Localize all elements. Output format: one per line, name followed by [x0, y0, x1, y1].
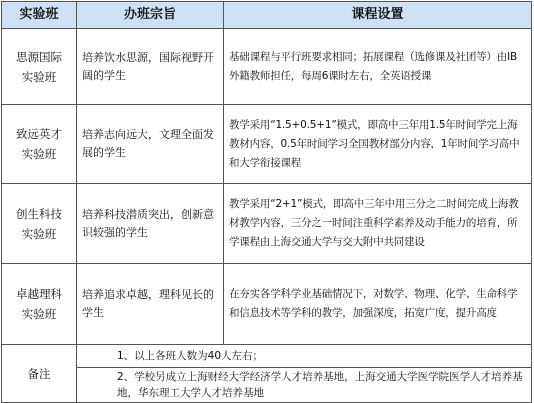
class-name-cell: [2, 264, 77, 345]
note-text: 2、学校另成立上海财经大学经济学人才培养基地，上海交通大学医学院医学人才培养基地，华东理工大学人才培养基地: [117, 371, 523, 399]
table-row: [2, 184, 532, 264]
purpose-cell: [77, 105, 224, 184]
purpose-text: 培养饮水思源，国际视野开阔的学生: [82, 50, 214, 82]
notes-label: 备注: [27, 366, 51, 381]
course-text: 基础课程与平行班要求相同；拓展课程（选修课及社团等）由IB外籍教师担任，每周6课时左右，全英语授课: [229, 50, 517, 82]
notes-row: [2, 368, 532, 403]
table-row: [2, 264, 532, 345]
course-text: 教学采用“1.5+0.5+1”模式，即高中三年用1.5年时间学完上海教材内容，0.5年时间学习全国教材部分内容，1年时间学习高中和大学衔接课程: [229, 118, 520, 169]
header-purpose: 办班宗旨: [77, 2, 224, 29]
table-row: [2, 105, 532, 184]
class-name: 致远英才 实验班: [16, 127, 62, 161]
purpose-cell: [77, 184, 224, 264]
note-item: [77, 368, 532, 403]
course-text: 教学采用“2+1”模式，即高中三年中用三分之二时间完成上海教材教学内容，三分之一时间注重科学素养及动手能力的培育，所学课程由上海交通大学与交大附中共同建设: [229, 198, 519, 248]
purpose-cell: [77, 29, 224, 105]
class-name-cell: [2, 105, 77, 184]
purpose-text: 培养追求卓越，理科见长的学生: [82, 288, 214, 319]
purpose-text: 培养科技潜质突出，创新意识较强的学生: [82, 207, 214, 239]
class-program-table: [1, 1, 532, 403]
note-item: [77, 345, 532, 368]
class-name-cell: [2, 184, 77, 264]
course-cell: [224, 264, 532, 345]
class-name: 创生科技 实验班: [16, 206, 62, 241]
class-name: 思源国际 实验班: [16, 49, 62, 84]
header-row: [2, 2, 532, 29]
course-cell: [224, 184, 532, 264]
header-course: 课程设置: [224, 2, 532, 29]
course-cell: [224, 29, 532, 105]
note-text: 1、以上各班人数为40人左右；: [117, 350, 264, 362]
header-class: 实验班: [2, 2, 77, 29]
purpose-text: 培养志向远大，文理全面发展的学生: [82, 128, 214, 159]
class-name-cell: [2, 29, 77, 105]
class-name: 卓越理科 实验班: [16, 287, 62, 321]
notes-row: [2, 345, 532, 368]
notes-label-cell: [2, 345, 77, 403]
table-row: [2, 29, 532, 105]
course-cell: [224, 105, 532, 184]
course-text: 在夯实各学科学业基础情况下，对数学、物理、化学、生命科学和信息技术等学科的教学，加强深度，拓宽广度，提升高度: [229, 288, 518, 319]
purpose-cell: [77, 264, 224, 345]
